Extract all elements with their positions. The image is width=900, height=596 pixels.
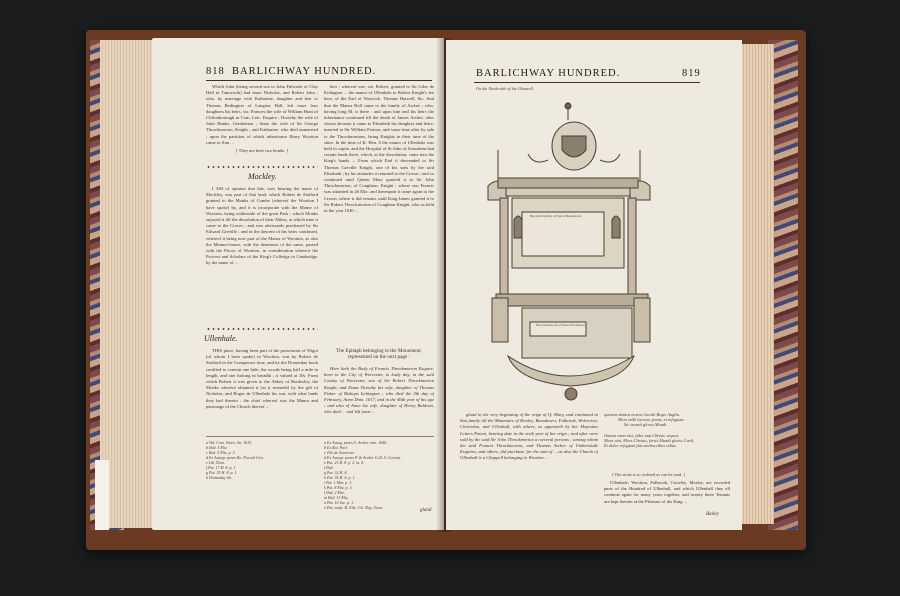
epitaph-heading xyxy=(324,348,434,362)
footnote: e Lib. Dom. xyxy=(206,460,225,465)
footnote: h Pat. 35 H. 8. p. 1. xyxy=(324,475,356,480)
upper-tablet xyxy=(522,212,604,256)
left-col2-text xyxy=(324,84,434,342)
section-divider xyxy=(206,165,318,169)
bookmark-strip xyxy=(95,460,109,530)
verse-line: Mors mihi lucrum, porta, et refugium. xyxy=(618,417,685,422)
verse-line: quarum domus nostra Jacobi Regis Anglia. xyxy=(604,412,681,417)
paragraph: I AM of opinion that this, now bearing the name of Mockley, was part of that land, which Robert de Stafford granted to the Monks of Combe (whereof the Wootton I have spoke) by, and it is incorporate with the Manor of Wootton, being withinside of the great Park ; which Monks enjoyed it till the dissolution of their Abbey, at which time it came to the Crown ; and was afterwards purchased by Sir Edward Greville ; and in the descent of his heirs continued, whereof it being now part of the Manor of Wootton, as also the Mannor-house, with the demesnes of the same, passed with the Priory of Wootton, in consideration whereof the Provost and Scholars of the King's Colledge in Cambridge, by the name of ... xyxy=(206,186,318,266)
section-title-mockley: Mockley. xyxy=(248,172,277,181)
header-rule xyxy=(474,82,700,83)
footnote: c Tiiii de Somerset. xyxy=(324,450,355,455)
right-running-head: BARLICHWAY HUNDRED. xyxy=(476,68,621,79)
footnote: n Pat. 10 Jac. p. 1. xyxy=(324,500,355,505)
footnote: d Ex Autogr. penes Ro. Pocock Gen. xyxy=(206,455,264,460)
verse-line: Mors vita, Mors Christo, fortis Mundi gloria Caeli, xyxy=(604,438,695,443)
kneeling-figure xyxy=(514,216,522,238)
footnote: m Ibid. 13 Eliz. xyxy=(324,495,349,500)
footnote: i Pat. 1 Mar. p. 3. xyxy=(324,480,353,485)
paragraph: Here lieth the Body of Francis Throckmorton Esquire, born in the City of Worcester, in Lady day, in the said County of Worcester, son of Sir Robert Throckmorton Knight, and Dame Dorothy his wife, daughter of Thomas Fisher of Bishops Itchington ; who died the 5th day of February, Anno Dom. 1617, and in the 46th year of his age ; and also of Anne his wife, daughter of Henry Baldwin, who died ... and left issue ... xyxy=(324,366,434,415)
paragraph: Ullenhale, Wootton, Fulbrook, Crowley, Morley, are recorded parts of the Hundred of Ullenhall, and which Ullenhall they all continue again for many years together, and twenty three Tenants are kept therein at the Pleasure of the King ... xyxy=(604,480,730,504)
left-column xyxy=(500,198,508,294)
section-divider xyxy=(206,327,318,331)
mockley-text xyxy=(206,186,318,308)
apron-cartouche xyxy=(508,356,634,386)
left-col1-top-text xyxy=(206,84,318,156)
heading: The Epitaph belonging to the Monument, represented on the next page : xyxy=(336,348,422,361)
footnote: g Pat. 32 H. 8. xyxy=(324,470,348,475)
shield-icon xyxy=(562,136,586,157)
right-col1-text xyxy=(460,412,598,508)
header-rule xyxy=(206,80,432,81)
footnote: f Ibid. xyxy=(324,465,334,470)
paragraph: gland in the very beginning of the reign of Q. Mary, and continued in that family till the Mannours of Henley, Beaudesert, Fulbrook, Wolverton, Claverdon, and Ullenhall, with others, as appeareth by her Majesties Letters Patent, bearing date in the sixth year of her reign ; and after were sold by the said Sir John Throckmorton to several persons ; among whom the said Francis Throckmorton, and Thomas Archer of Umberslade Esquires, and others, did purchase, for the sum of ... as also the Church of Ullenhall is a Chappell belonging to Wootton ... xyxy=(460,412,598,461)
verse-line: Sic transit gloria Mundi. xyxy=(624,422,668,427)
right-page xyxy=(446,40,742,530)
frieze xyxy=(506,188,630,196)
catchword: Bailey xyxy=(706,512,719,517)
right-column xyxy=(628,198,636,294)
left-page xyxy=(152,38,444,530)
paragraph: THIS place, having been part of the possession of Wigot (of whom I have spoke) in Wootton, was by Robert de Stafford in the Conquerors time, and by the Domesday book certified to contain one hide, the woods being half a mile in length, and one furlong in breadth ; it valued at 10s. From which Robert it was given to the Abbey of Bordesley, the Monks whereof obtained it (as it seemeth) by the gift of Nicholas, and Roger de Ullenhale his son, with what lands they had therein ; the chief whereof was the Manor and patronage of the Church thereof ... xyxy=(206,348,318,409)
left-corbel xyxy=(492,298,508,342)
footnote: g Pat. 35 H. 8. p. 1. xyxy=(206,470,238,475)
verse-line: Omnia vana nisi, fides una Christo sequor, xyxy=(604,433,680,438)
footnote: b Ibid. 5 Eliz. xyxy=(206,445,228,450)
section-title-ullenhale: Ullenhale. xyxy=(204,334,238,343)
footnote: l Ibid. 2 Eliz. xyxy=(324,490,345,495)
footnote: b Ex Rot. Parl. xyxy=(324,445,348,450)
cornice xyxy=(498,178,638,188)
footnote: a Ex Autog. penes S. Archer arm. 1640. xyxy=(324,440,388,445)
plate-bottom-tablet: Here lyeth Anne wife of Francis Throckmorton xyxy=(536,324,585,327)
paragraph: heir ; whereof one, viz. Robert, granted to Sir Giles de Erdington ... the manor of Ullenhale to Robert Knight's fee here, of the Earl of Warwick. Thomas Harwell, &c. And that the Manor Roll came to the family of Archer ; who, having long M. is there : and upon him and his heirs the inheritance continued till the death of James Archer, after whose decease it came to Elizabeth his daughter and heire, married to Sir William Fermor, and some time after by sale to the Throckmortons, being Knights in their time of the shire. In the time of K. Hen. 8 the manor of Ullenhale was held in capite, and the Hospital of St John of Jerusalem had certain lands there, which, at the dissolution, came into the King's hands ... From which Earl it descended to Sir Thomas Greville Knight, one of his sons by the said Elizabeth ; by his attainder it returned to the Crown ; and so continued until Queen Mary granted it to Sir John Throckmorton, of Coughton, Knight ; whose son Francis was attainted in 26 Eliz. and thereupon it came again to the Crown, where it did remain, until King James granted it to Sir Robert Throckmorton of Coughton Knight, who as held in the year 1630 ... xyxy=(324,84,434,214)
footnote: a Vid. Com. Warw. An. 1615. xyxy=(206,440,253,445)
footnote: d Ex Autogr. penes P. & Archer Coll. S. Coronis xyxy=(324,455,401,460)
right-page-number: 819 xyxy=(682,68,701,79)
monument-engraving xyxy=(478,94,708,410)
footnotes-left xyxy=(206,440,318,480)
stone-note: [ The stone is so ordered as can be read. ] xyxy=(612,472,685,477)
ullenhale-text xyxy=(206,348,318,434)
left-running-head: BARLICHWAY HUNDRED. xyxy=(232,66,377,77)
plate-caption: On the North-side of the Chancell. xyxy=(476,86,534,91)
base-ledge xyxy=(496,294,648,306)
footnote: e Pat. 23 H. 8. p. 2. m. 4. xyxy=(324,460,365,465)
right-col2-text xyxy=(604,480,730,510)
footnotes-right xyxy=(324,440,436,510)
right-corbel xyxy=(634,298,650,342)
paragraph: Which John (being second son to John Fulwode of Clay Hall in Tamworth) had issue Nicholas, and Robert John ; who, by marriage with Katharine, daughter and heir to Thomas Bedington of Langton Hall, left issue four daughters his heirs, viz. Frances the wife of William Hunt of Cliftonborough in Com. Leic. Esquire ; Dorothy the wife of John Hunks, Gentleman ; Anne the wife of Sir George Throckmorton, Knight ; and Katharine, who died unmarried ; upon the partition of which inheritance Harry Wootton came to Ann ... xyxy=(206,84,318,145)
footnote: h Domesday lib. xyxy=(206,475,233,480)
verse-block xyxy=(604,412,730,448)
footnote: k Pat. 8 Eliz. p. 3. xyxy=(324,485,353,490)
bracket-note: [ They are here two bonds. ] xyxy=(236,147,288,153)
finial-ball xyxy=(565,103,571,109)
footnote: f Pat. 17 H. 8. p. 1. xyxy=(206,465,237,470)
footnote: c Ibid. 5 Eliz. p. 3. xyxy=(206,450,236,455)
page-block-right xyxy=(738,44,774,524)
footnote: o Pat. temp. H. Eliz. Col. Reg. Oxon. xyxy=(324,505,384,510)
plate-top-tablet: Here lyeth the Body of Francis Throckmorton xyxy=(530,215,582,218)
page-block-left xyxy=(100,40,158,528)
footnote-rule xyxy=(206,436,434,437)
kneeling-figure xyxy=(612,216,620,238)
catchword: gland xyxy=(420,508,432,513)
left-page-number: 818 xyxy=(206,66,225,77)
verse-line: Et dulce refugium fiat mediocribus rebus. xyxy=(604,443,677,448)
skull-ornament xyxy=(565,388,577,400)
epitaph-text xyxy=(324,366,434,432)
